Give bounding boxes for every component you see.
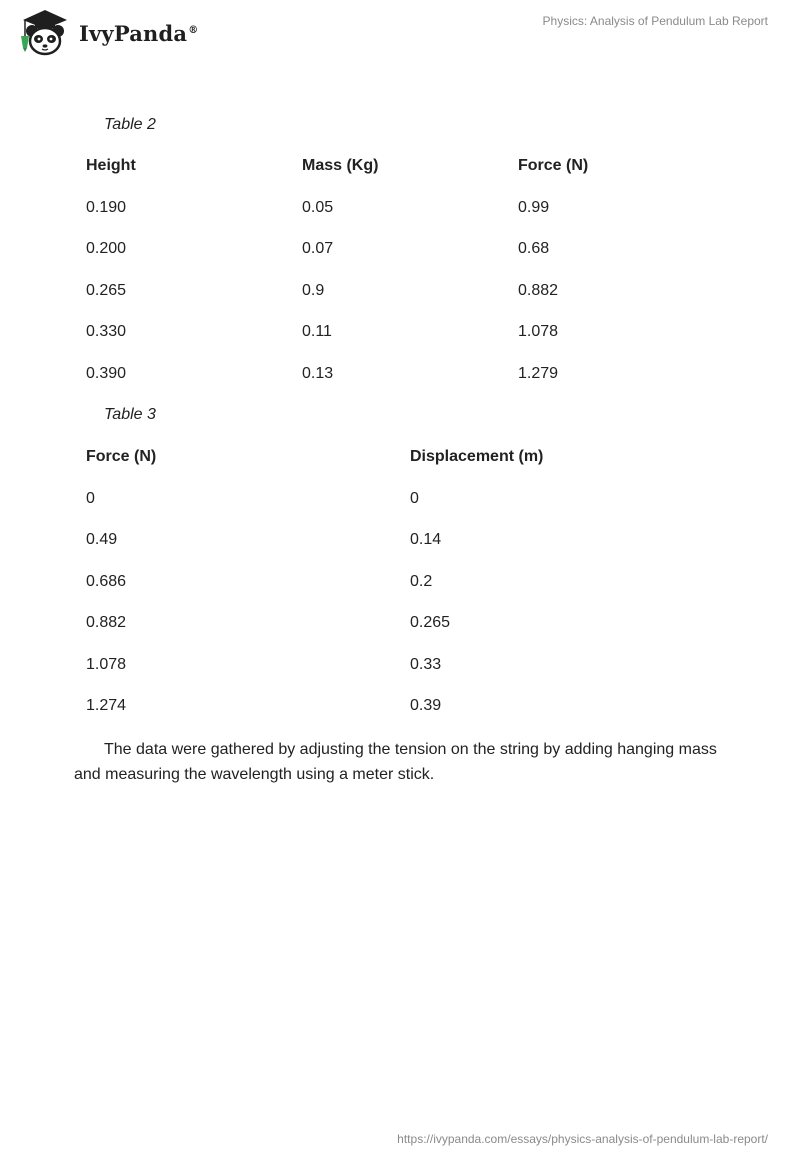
table-cell: 0.265 — [410, 614, 451, 631]
table-cell: 0.13 — [302, 365, 334, 382]
table-cell: 0.390 — [86, 365, 127, 382]
table-cell: 0.330 — [86, 323, 127, 340]
table-row — [0, 614, 800, 634]
table-3-header-force: Force (N) — [86, 448, 157, 465]
table-cell: 1.279 — [518, 365, 559, 382]
ivypanda-logo[interactable] — [15, 6, 198, 58]
table-row — [0, 697, 800, 717]
table-cell: 0.2 — [410, 573, 433, 590]
table-cell: 0 — [86, 490, 95, 507]
table-cell: 0.07 — [302, 240, 334, 257]
table-row — [0, 282, 800, 302]
paragraph-text: The data were gathered by adjusting the tension on the string by adding hanging mass and measuring the wavelength using a meter stick. — [74, 741, 717, 783]
table-cell: 0.99 — [518, 199, 550, 216]
table-cell: 0.05 — [302, 199, 334, 216]
table-cell: 0.9 — [302, 282, 325, 299]
table-row — [0, 199, 800, 219]
table-cell: 1.274 — [86, 697, 127, 714]
page-header — [0, 0, 800, 60]
table-cell: 0.200 — [86, 240, 127, 257]
table-row — [0, 490, 800, 510]
table-cell: 0.33 — [410, 656, 442, 673]
table-row — [0, 240, 800, 260]
table-2-header-mass: Mass (Kg) — [302, 157, 379, 174]
table-row — [0, 573, 800, 593]
table-cell: 0.882 — [86, 614, 127, 631]
table-cell: 0.11 — [302, 323, 332, 340]
table-row — [0, 323, 800, 343]
registered-mark: ® — [188, 24, 199, 36]
table-2-header-row — [0, 157, 800, 177]
table-cell: 1.078 — [86, 656, 127, 673]
table-cell: 0.39 — [410, 697, 442, 714]
table-2-caption: Table 2 — [104, 116, 156, 133]
table-3-caption: Table 3 — [104, 406, 156, 423]
table-cell: 1.078 — [518, 323, 559, 340]
table-2-header-height: Height — [86, 157, 136, 174]
body-paragraph — [74, 737, 734, 787]
table-3-header-displacement: Displacement (m) — [410, 448, 544, 465]
table-row — [0, 656, 800, 676]
table-cell: 0.686 — [86, 573, 127, 590]
table-cell: 0.68 — [518, 240, 550, 257]
table-3-header-row — [0, 448, 800, 468]
document-title: Physics: Analysis of Pendulum Lab Report — [542, 14, 768, 28]
table-row — [0, 531, 800, 551]
table-cell: 0.190 — [86, 199, 127, 216]
table-cell: 0.882 — [518, 282, 559, 299]
table-cell: 0.14 — [410, 531, 442, 548]
source-url[interactable]: https://ivypanda.com/essays/physics-analysis-of-pendulum-lab-report/ — [397, 1132, 768, 1146]
table-cell: 0.265 — [86, 282, 127, 299]
table-cell: 0.49 — [86, 531, 118, 548]
table-2-header-force: Force (N) — [518, 157, 589, 174]
table-cell: 0 — [410, 490, 419, 507]
logo-wordmark: IvyPanda® — [79, 20, 199, 46]
table-row — [0, 365, 800, 385]
panda-graduate-icon — [15, 6, 75, 58]
